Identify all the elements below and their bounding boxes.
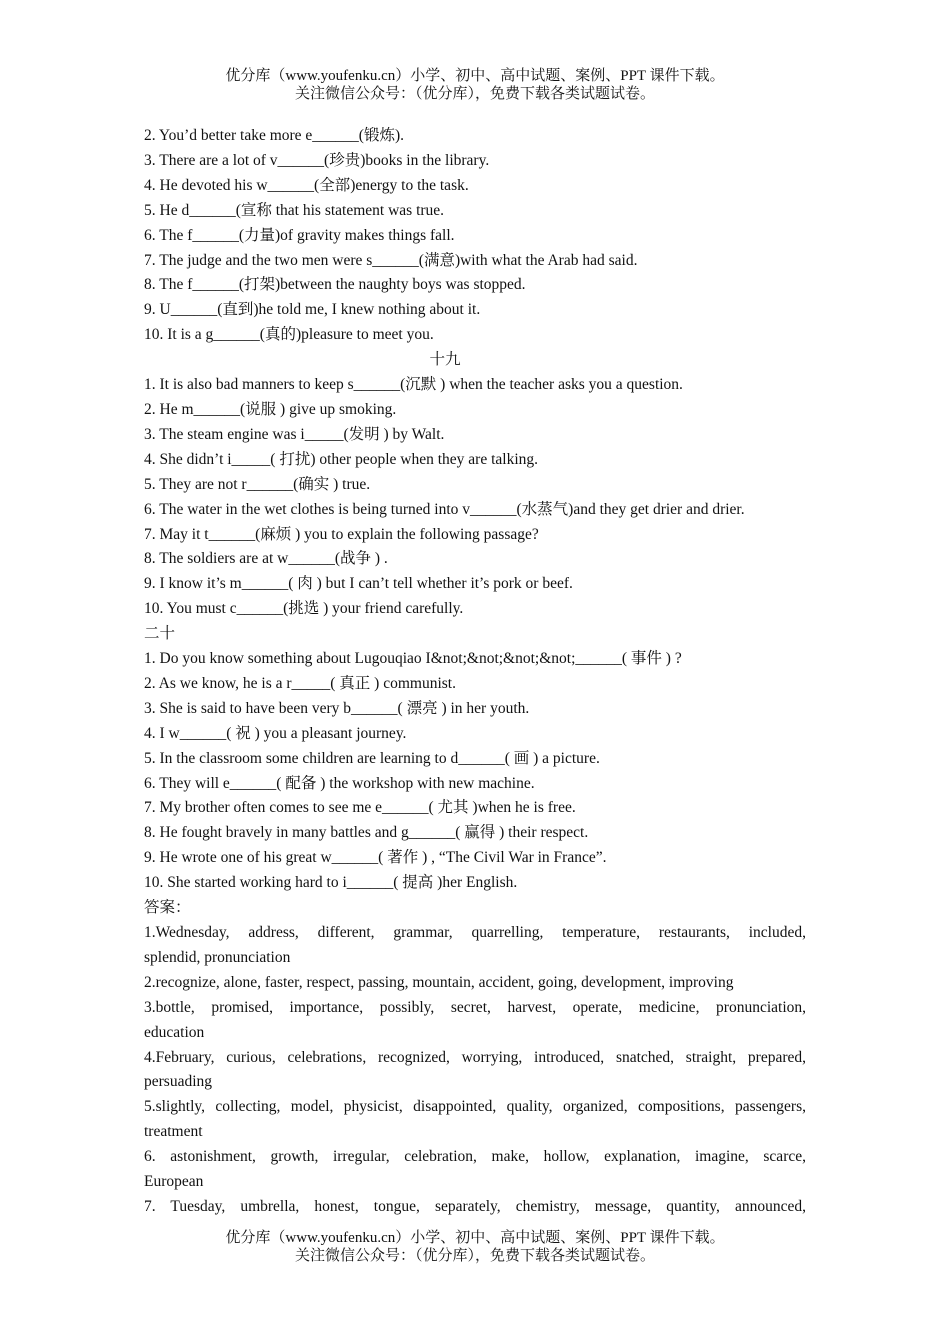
exercise-item: 9. He wrote one of his great w______( 著作 ) , “The Civil War in France”. xyxy=(144,849,607,867)
exercise-item: 4. He devoted his w______(全部)energy to the task. xyxy=(144,176,469,194)
exercise-item: 1. It is also bad manners to keep s______(沉默 ) when the teacher asks you a question. xyxy=(144,376,683,394)
answer-line: 4.February, curious, celebrations, recognized, worrying, introduced, snatched, straight, prepared, xyxy=(144,1048,806,1066)
answer-line: 1.Wednesday, address, different, grammar, quarrelling, temperature, restaurants, included, xyxy=(144,924,806,941)
exercise-item: 5. In the classroom some children are learning to d______( 画 ) a picture. xyxy=(144,749,600,767)
exercise-item: 6. The f______(力量)of gravity makes things fall. xyxy=(144,226,455,244)
answer-line-cont: education xyxy=(144,1023,205,1041)
exercise-item: 7. The judge and the two men were s______(满意)with what the Arab had said. xyxy=(144,251,638,269)
answer-line-cont: European xyxy=(144,1173,204,1191)
answer-line: 3.bottle, promised, importance, possibly, secret, harvest, operate, medicine, pronunciation, xyxy=(144,998,806,1016)
exercise-item: 2. You’d better take more e______(锻炼). xyxy=(144,127,405,144)
footer-line-1: 优分库（www.youfenku.cn）小学、初中、高中试题、案例、PPT 课件下载。 xyxy=(225,1230,725,1246)
exercise-item: 8. The f______(打架)between the naughty boys was stopped. xyxy=(144,276,526,294)
header-line-2: 关注微信公众号：（优分库），免费下载各类试题试卷。 xyxy=(294,86,655,102)
header-line-1: 优分库（www.youfenku.cn）小学、初中、高中试题、案例、PPT 课件下载。 xyxy=(225,68,725,84)
page-footer xyxy=(0,1229,950,1265)
exercise-item: 5. He d______(宣称 that his statement was true. xyxy=(144,201,445,219)
exercise-item: 10. You must c______(挑选 ) your friend carefully. xyxy=(144,600,464,618)
exercise-item: 9. U______(直到)he told me, I knew nothing about it. xyxy=(144,301,481,319)
answer-line: 2.recognize, alone, faster, respect, passing, mountain, accident, going, development, improving xyxy=(144,973,734,991)
exercise-item: 3. There are a lot of v______(珍贵)books in the library. xyxy=(144,151,490,169)
exercise-item: 4. She didn’t i_____( 打扰) other people when they are talking. xyxy=(144,450,539,468)
exercise-item: 10. She started working hard to i______( 提高 )her English. xyxy=(144,874,518,892)
answer-line: 7. Tuesday, umbrella, honest, tongue, separately, chemistry, message, quantity, announced, xyxy=(144,1197,806,1215)
exercise-item: 2. He m______(说服 ) give up smoking. xyxy=(144,400,397,418)
footer-line-2: 关注微信公众号：（优分库），免费下载各类试题试卷。 xyxy=(294,1248,655,1264)
document-body xyxy=(144,124,806,1220)
exercise-item: 10. It is a g______(真的)pleasure to meet you. xyxy=(144,326,434,344)
section-title-20: 二十 xyxy=(144,625,176,643)
exercise-item: 2. As we know, he is a r_____( 真正 ) communist. xyxy=(144,674,456,692)
section-title-19: 十九 xyxy=(429,351,461,369)
exercise-item: 7. My brother often comes to see me e______( 尤其 )when he is free. xyxy=(144,799,576,817)
exercise-item: 3. The steam engine was i_____(发明 ) by Walt. xyxy=(144,425,445,443)
exercise-item: 5. They are not r______(确实 ) true. xyxy=(144,475,371,493)
exercise-item: 7. May it t______(麻烦 ) you to explain the following passage? xyxy=(144,525,539,543)
answer-line-cont: treatment xyxy=(144,1123,203,1141)
answer-line: 5.slightly, collecting, model, physicist, disappointed, quality, organized, compositions, passengers, xyxy=(144,1098,806,1116)
exercise-item: 8. The soldiers are at w______(战争 ) . xyxy=(144,550,388,568)
exercise-item: 8. He fought bravely in many battles and g______( 赢得 ) their respect. xyxy=(144,824,589,842)
answers-title: 答案： xyxy=(144,899,191,917)
exercise-item: 6. They will e______( 配备 ) the workshop with new machine. xyxy=(144,774,535,792)
answer-line: 6. astonishment, growth, irregular, celebration, make, hollow, explanation, imagine, scarce, xyxy=(144,1148,806,1166)
exercise-item: 9. I know it’s m______( 肉 ) but I can’t tell whether it’s pork or beef. xyxy=(144,575,573,593)
answer-line-cont: splendid, pronunciation xyxy=(144,948,291,966)
exercise-item: 6. The water in the wet clothes is being turned into v______(水蒸气)and they get drier and drier. xyxy=(144,500,745,518)
page-header xyxy=(0,67,950,103)
exercise-item: 1. Do you know something about Lugouqiao I&not;&not;&not;&not;______( 事件 ) ? xyxy=(144,650,682,668)
exercise-item: 4. I w______( 祝 ) you a pleasant journey. xyxy=(144,724,407,742)
exercise-item: 3. She is said to have been very b______( 漂亮 ) in her youth. xyxy=(144,699,530,717)
answer-line-cont: persuading xyxy=(144,1073,213,1091)
